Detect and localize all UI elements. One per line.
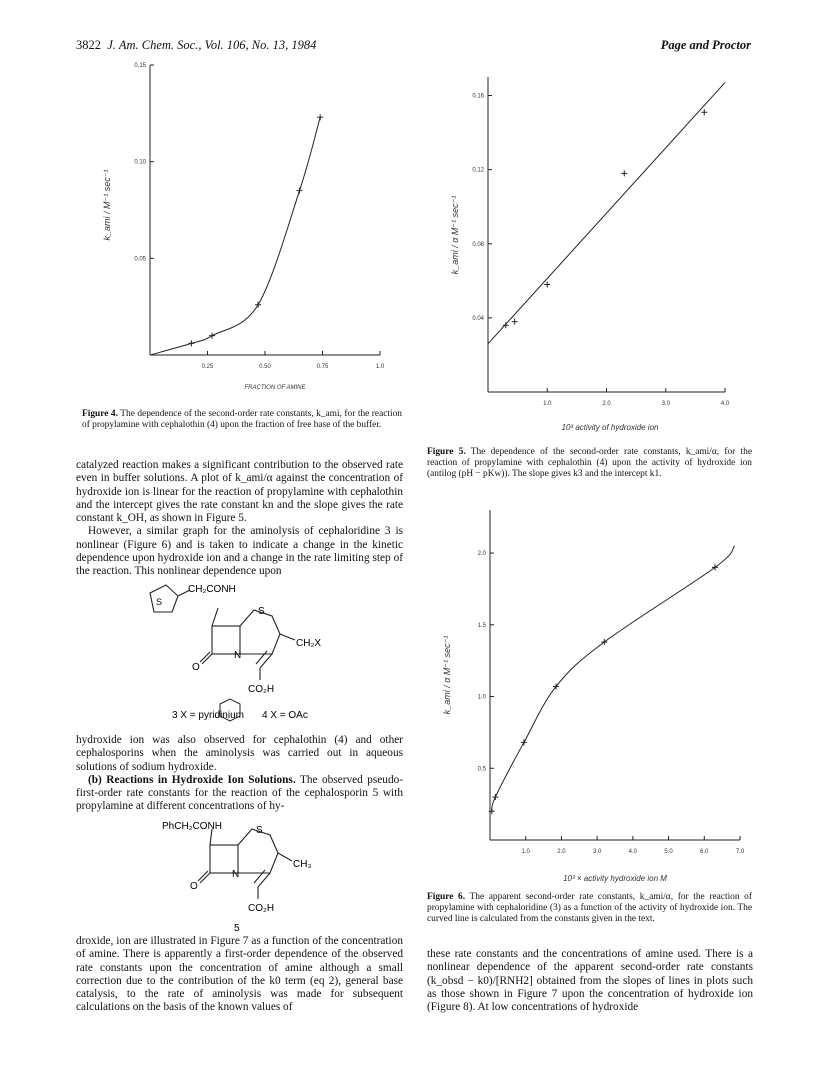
y-tick-label: 0.15 (134, 63, 146, 69)
y-tick-label: 1.5 (477, 622, 486, 629)
structure-3-4 (120, 568, 380, 728)
y-axis-label: k_ami / α M⁻¹ sec⁻¹ (450, 195, 460, 275)
x-tick-label: 7.0 (735, 849, 745, 855)
x-tick-label: 2.0 (602, 401, 611, 407)
x-tick-label: 5.0 (664, 849, 673, 855)
left-paragraph-4: The observed pseudo-first-order rate constants for the reaction of the cephalosporin 5 with propylamine at different concentrations of hy- (76, 773, 404, 813)
compound-3-label: 3 X = pyridinium (172, 710, 244, 721)
left-paragraph-1: catalyzed reaction makes a significant contribution to the observed rate even in buffer solutions. A plot of k_ami/α against the concentration of hydroxide ion is linear for the reaction of propylamine with cephalothin and the intercept gives the rate constant kn and the slope gives the rate constant k_OH, as shown in Figure 5. (76, 459, 403, 525)
x-tick-label: 0.50 (259, 364, 271, 370)
left-paragraph-2: However, a similar graph for the aminolysis of cephaloridine 3 is nonlinear (Figure 6) and is taken to indicate a change in the kinetic dependence upon hydroxide ion and a change in the rate limiting step of the reaction. This nonlinear dependence upon (76, 525, 403, 578)
y-axis-label: k_ami / α M⁻¹ sec⁻¹ (442, 635, 452, 715)
y-tick-label: 0.08 (472, 241, 484, 248)
x-axis-label: FRACTION OF AMINE (244, 385, 306, 391)
acyl-side-chain-label: CH₂CONH (188, 584, 236, 595)
y-axis-label: k_ami / M⁻¹ sec⁻¹ (102, 169, 112, 241)
x-tick-label: 3.0 (592, 849, 602, 855)
figure-4-chart (80, 55, 400, 405)
data-point (492, 794, 498, 800)
running-header-authors: Page and Proctor (660, 38, 751, 52)
x-tick-label: 0.25 (201, 364, 214, 370)
x-tick-label: 0.75 (316, 364, 329, 370)
y-tick-label: 0.04 (472, 315, 484, 322)
left-column-text-3 (76, 935, 403, 1015)
thiophene-sulfur: S (156, 597, 163, 607)
section-heading-b: (b) Reactions in Hydroxide Ion Solutions. (88, 773, 296, 786)
figure-6-caption-label: Figure 6. (427, 892, 466, 902)
y-tick-label: 1.0 (477, 694, 486, 701)
data-point (188, 340, 194, 346)
ring-sulfur: S (258, 606, 265, 617)
x-tick-label: 1.0 (375, 364, 385, 370)
y-tick-label: 0.10 (134, 159, 146, 166)
data-point (701, 109, 707, 115)
y-tick-label: 0.5 (477, 766, 486, 773)
ch2x-label: CH₂X (296, 638, 321, 649)
figure-5-caption-text: The dependence of the second-order rate constants, k_ami/α, for the reaction of propylamine with cephalothin (4) upon the activity of hydroxide ion (antilog (pH − pKw)). The slope gives k3 and the intercept k1. (427, 447, 752, 480)
left-paragraph-5: droxide, ion are illustrated in Figure 7 as a function of the concentration of amine. There is apparently a first-order dependence of the observed rate constants upon the concentration of amine although a small correction due to the contribution of the k0 term (eq 2), general base catalysis, to the rate of aminolysis was made for subsequent calculations on the basis of the known values of (76, 935, 403, 1014)
x-axis-label: 10³ activity of hydroxide ion (561, 423, 659, 432)
x-tick-label: 4.0 (720, 401, 730, 407)
left-column-text-1 (76, 459, 403, 579)
x-tick-label: 1.0 (543, 401, 552, 407)
y-tick-label: 0.05 (134, 256, 146, 263)
data-point (503, 322, 509, 328)
data-point (521, 739, 527, 745)
figure-6-caption-text: The apparent second-order rate constants, k_ami/α, for the reaction of propylamine with cephaloridine (3) as a function of the activity of hydroxide ion. The curved line is calculated from the constants given in the text. (427, 892, 752, 925)
y-tick-label: 2.0 (477, 551, 486, 558)
x-axis-label: 10³ × activity hydroxide ion M (563, 874, 667, 883)
y-tick-label: 0.16 (472, 93, 484, 100)
structure-5 (150, 815, 370, 935)
compound-4-label: 4 X = OAc (262, 710, 308, 721)
data-point (255, 302, 261, 308)
compound-5-label: 5 (234, 923, 240, 934)
left-paragraph-3: hydroxide ion was also observed for cephalothin (4) and other cephalosporins when the aminolysis was carried out in aqueous solutions of sodium hydroxide. (76, 734, 403, 773)
fitted-curve (492, 546, 735, 811)
left-column-text-2 (76, 734, 403, 814)
running-header-left (76, 38, 316, 53)
page-number: 3822 (76, 38, 101, 52)
ring-nitrogen: N (234, 650, 242, 661)
figure-5-caption-label: Figure 5. (427, 447, 466, 457)
co2h-label: CO₂H (248, 684, 275, 695)
right-paragraph-1: these rate constants and the concentrations of amine used. There is a nonlinear dependence of the apparent second-order rate constants (k_obsd − k0)/[RNH2] obtained from the slopes of lines in plots such as those shown in Figure 7 upon the concentration of hydroxide ion (Figure 8). At low concentrations of hydroxide (427, 948, 753, 1014)
figure-6-chart (425, 495, 755, 890)
x-tick-label: 2.0 (557, 849, 566, 855)
figure-5-caption (427, 447, 752, 481)
figure-4-caption-text: The dependence of the second-order rate constants, k_ami, for the reaction of propylamine with cephalothin (4) upon the fraction of free base of the buffer. (82, 409, 402, 431)
x-tick-label: 3.0 (661, 401, 670, 407)
figure-4-caption (82, 409, 402, 431)
data-point (209, 333, 215, 339)
journal-citation: J. Am. Chem. Soc., Vol. 106, No. 13, 1984 (107, 38, 317, 52)
ring-sulfur: S (256, 825, 263, 836)
thiophene-ring (150, 585, 178, 612)
x-tick-label: 4.0 (628, 849, 638, 855)
data-point (544, 282, 550, 288)
figure-6-caption (427, 892, 752, 926)
ring-nitrogen: N (232, 869, 240, 880)
data-point (297, 188, 303, 194)
data-point (621, 170, 627, 176)
fit-line (488, 83, 725, 344)
x-tick-label: 1.0 (521, 849, 530, 855)
carbonyl-oxygen: O (192, 662, 200, 673)
y-tick-label: 0.12 (472, 167, 484, 174)
ch3-label: CH₃ (293, 859, 312, 870)
data-point (317, 114, 323, 120)
x-tick-label: 6.0 (700, 849, 709, 855)
fitted-curve (150, 117, 320, 355)
carbonyl-oxygen: O (190, 881, 198, 892)
acyl-side-chain-label: PhCH₂CONH (162, 821, 222, 832)
figure-5-chart (440, 55, 740, 440)
figure-4-caption-label: Figure 4. (82, 409, 118, 419)
co2h-label: CO₂H (248, 903, 275, 914)
data-point (512, 319, 518, 325)
right-column-text (427, 948, 753, 1014)
